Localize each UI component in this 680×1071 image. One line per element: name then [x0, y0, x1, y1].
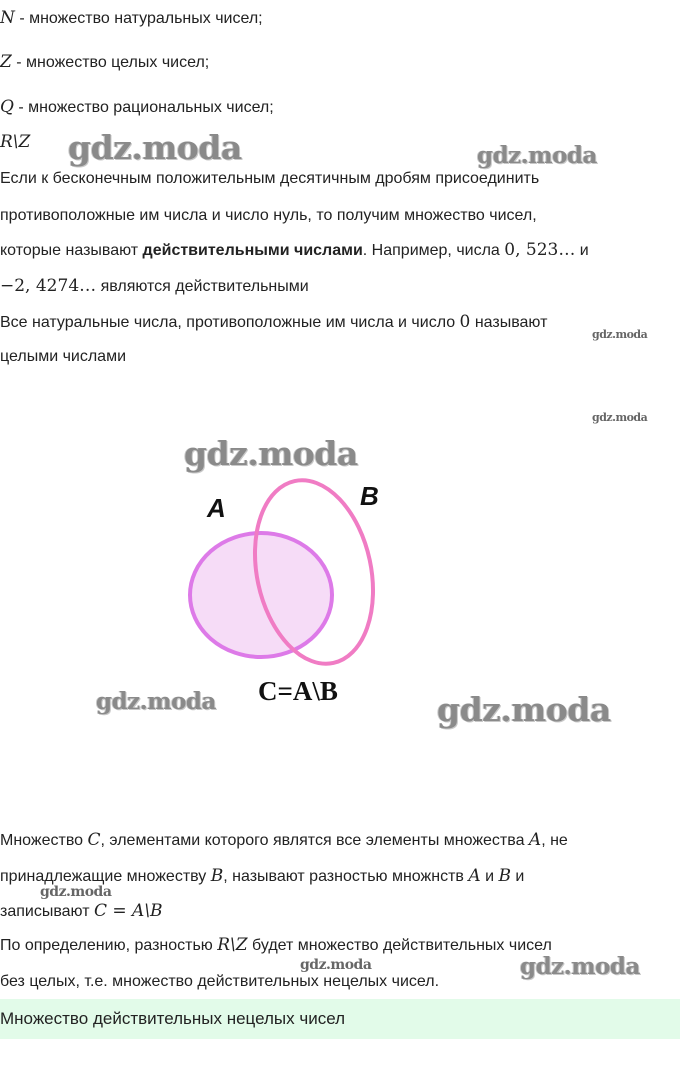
watermark: gdz.moda: [40, 884, 112, 900]
line-text: Множество: [0, 832, 88, 849]
line-text: без целых, т.е. множество действительных нецелых чисел.: [0, 973, 440, 990]
watermark: gdz.moda: [300, 957, 372, 973]
math-symbol: B: [498, 866, 511, 886]
difference-caption: C=A\B: [258, 676, 338, 706]
text-line: [0, 312, 680, 333]
text-line: [0, 830, 680, 851]
line-text: записывают: [0, 903, 94, 920]
line-text: , элементами которого являтся все элементы множества: [100, 832, 529, 849]
math-symbol: Z: [0, 52, 12, 72]
text-line: [0, 347, 680, 367]
math-symbol: R\Z: [0, 132, 31, 152]
watermark: gdz.moda: [184, 434, 358, 473]
text-line: [0, 169, 680, 189]
text-line: [0, 240, 680, 261]
bold-term: действительными числами: [142, 242, 363, 259]
line-text: Если к бесконечным положительным десятичным дробям присоединить: [0, 170, 540, 187]
math-symbol: B: [210, 866, 224, 886]
line-text: Все натуральные числа, противоположные им числа и число: [0, 314, 460, 331]
text-line-natural: [0, 8, 680, 29]
watermark: gdz.moda: [96, 688, 216, 715]
math-number: 0: [459, 312, 471, 332]
line-text: называют: [470, 314, 548, 331]
watermark: gdz.moda: [477, 142, 597, 169]
watermark: gdz.moda: [592, 411, 648, 424]
line-text: - множество целых чисел;: [11, 54, 210, 71]
line-text: будет множество действительных чисел: [247, 937, 552, 954]
line-text: . Например, числа: [362, 242, 505, 259]
math-number: 0, 523…: [504, 240, 576, 260]
math-symbol: A: [528, 830, 542, 850]
math-number: −2, 4274…: [0, 276, 97, 296]
line-text: и: [510, 868, 525, 885]
answer-text: Множество действительных нецелых чисел: [0, 1009, 346, 1028]
math-symbol: A: [468, 866, 481, 886]
line-text: целыми числами: [0, 348, 127, 365]
set-b-label: B: [360, 481, 379, 511]
text-line-integers: [0, 52, 680, 73]
line-text: которые называют: [0, 242, 143, 259]
math-symbol: R\Z: [217, 935, 248, 955]
line-text: являются действительными: [96, 278, 309, 295]
watermark: gdz.moda: [437, 690, 611, 729]
math-symbol: C: [87, 830, 101, 850]
line-text: принадлежащие множеству: [0, 868, 211, 885]
line-text: По определению, разностью: [0, 937, 218, 954]
line-text: , не: [541, 832, 568, 849]
watermark: gdz.moda: [68, 128, 242, 167]
math-symbol: Q: [0, 97, 14, 117]
math-formula: C = A\B: [93, 901, 163, 921]
set-a-label: A: [207, 493, 226, 523]
line-text: - множество рациональных чисел;: [13, 99, 274, 116]
line-text: и: [480, 868, 499, 885]
watermark: gdz.moda: [592, 328, 648, 341]
line-text: противоположные им числа и число нуль, то получим множество чисел,: [0, 207, 537, 224]
answer-box: [0, 999, 680, 1039]
watermark: gdz.moda: [520, 953, 640, 980]
line-text: - множество натуральных чисел;: [14, 10, 263, 27]
line-text: и: [575, 242, 589, 259]
line-text: , называют разностью множнств: [223, 868, 469, 885]
text-line: [0, 901, 680, 922]
text-line: [0, 276, 680, 297]
text-line: [0, 206, 680, 226]
text-line-rationals: [0, 97, 680, 118]
math-symbol: N: [0, 8, 15, 28]
